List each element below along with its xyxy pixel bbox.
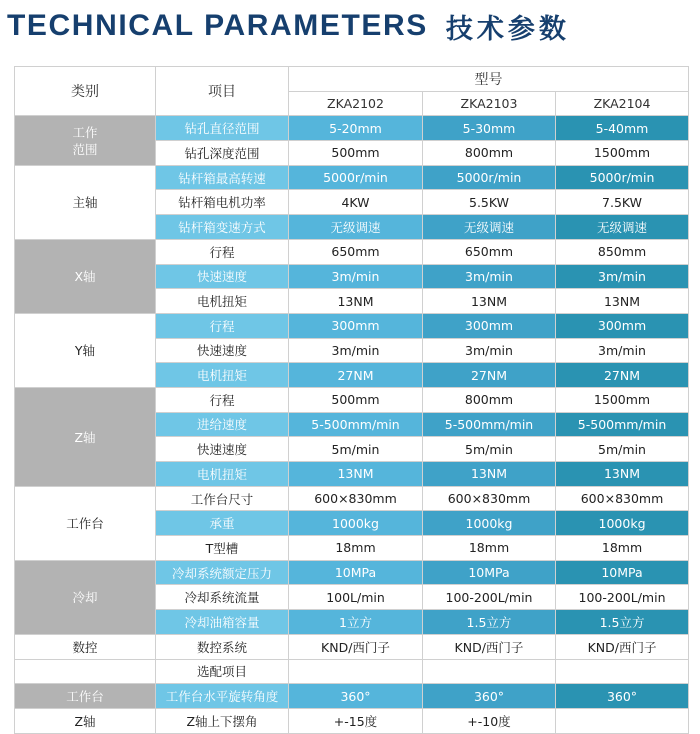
value-cell [289, 659, 423, 684]
value-cell: KND/西门子 [289, 634, 423, 659]
model-header: 型号 [289, 67, 689, 92]
item-cell: 电机扭矩 [156, 289, 289, 314]
item-cell: Z轴上下摆角 [156, 708, 289, 733]
value-cell: 13NM [423, 289, 556, 314]
value-cell: 27NM [556, 363, 689, 388]
value-cell: 3m/min [423, 338, 556, 363]
value-cell: 18mm [423, 536, 556, 561]
value-cell: 300mm [556, 313, 689, 338]
value-cell: 5.5KW [423, 190, 556, 215]
model-name: ZKA2104 [556, 91, 689, 116]
value-cell: 7.5KW [556, 190, 689, 215]
value-cell: 1000kg [423, 511, 556, 536]
value-cell: +-10度 [423, 708, 556, 733]
item-cell: 行程 [156, 313, 289, 338]
value-cell: 13NM [556, 462, 689, 487]
value-cell [556, 659, 689, 684]
value-cell: 100L/min [289, 585, 423, 610]
value-cell: 3m/min [556, 338, 689, 363]
item-cell: 冷却油箱容量 [156, 610, 289, 635]
value-cell: 5000r/min [556, 165, 689, 190]
value-cell: 10MPa [289, 560, 423, 585]
category-cell: 冷却 [15, 560, 156, 634]
value-cell: 无级调速 [423, 215, 556, 240]
value-cell: 300mm [423, 313, 556, 338]
value-cell: 650mm [423, 239, 556, 264]
item-cell: 选配项目 [156, 659, 289, 684]
title-english: TECHNICAL PARAMETERS [7, 9, 428, 42]
table-row [15, 313, 689, 338]
value-cell [556, 708, 689, 733]
value-cell: 3m/min [423, 264, 556, 289]
value-cell: 100-200L/min [556, 585, 689, 610]
value-cell: 13NM [289, 289, 423, 314]
value-cell: 5m/min [556, 437, 689, 462]
item-cell: 快速速度 [156, 338, 289, 363]
item-cell: 工作台水平旋转角度 [156, 684, 289, 709]
value-cell: 5-500mm/min [556, 412, 689, 437]
category-header: 类别 [15, 67, 156, 116]
item-cell: 快速速度 [156, 437, 289, 462]
table-row [15, 239, 689, 264]
value-cell: 5-40mm [556, 116, 689, 141]
value-cell: 600×830mm [289, 486, 423, 511]
table-row [15, 634, 689, 659]
value-cell: 5000r/min [289, 165, 423, 190]
item-cell: 钻杆箱最高转速 [156, 165, 289, 190]
model-name: ZKA2103 [423, 91, 556, 116]
value-cell: 300mm [289, 313, 423, 338]
value-cell: 13NM [423, 462, 556, 487]
item-cell: 承重 [156, 511, 289, 536]
value-cell: +-15度 [289, 708, 423, 733]
value-cell: 5m/min [289, 437, 423, 462]
page-title [7, 4, 570, 48]
value-cell: 850mm [556, 239, 689, 264]
value-cell: 3m/min [289, 264, 423, 289]
table-row [15, 560, 689, 585]
value-cell: 100-200L/min [423, 585, 556, 610]
value-cell: KND/西门子 [423, 634, 556, 659]
category-cell: Z轴 [15, 387, 156, 486]
value-cell: 10MPa [556, 560, 689, 585]
item-cell: 冷却系统额定压力 [156, 560, 289, 585]
item-cell: 数控系统 [156, 634, 289, 659]
category-cell: 数控 [15, 634, 156, 659]
category-cell: X轴 [15, 239, 156, 313]
value-cell: 1500mm [556, 387, 689, 412]
value-cell: 500mm [289, 387, 423, 412]
value-cell: 800mm [423, 141, 556, 166]
value-cell: 27NM [289, 363, 423, 388]
value-cell: 500mm [289, 141, 423, 166]
value-cell: 360° [556, 684, 689, 709]
value-cell: 13NM [556, 289, 689, 314]
item-cell: 钻孔深度范围 [156, 141, 289, 166]
item-cell: 电机扭矩 [156, 462, 289, 487]
value-cell: 18mm [289, 536, 423, 561]
value-cell: 无级调速 [556, 215, 689, 240]
value-cell: 4KW [289, 190, 423, 215]
item-cell: 钻孔直径范围 [156, 116, 289, 141]
item-cell: 进给速度 [156, 412, 289, 437]
item-cell: T型槽 [156, 536, 289, 561]
category-cell [15, 659, 156, 684]
item-cell: 钻杆箱电机功率 [156, 190, 289, 215]
value-cell: 1立方 [289, 610, 423, 635]
table-row [15, 486, 689, 511]
category-cell: 主轴 [15, 165, 156, 239]
value-cell: 5-20mm [289, 116, 423, 141]
table-row [15, 708, 689, 733]
category-cell: 工作 范围 [15, 116, 156, 165]
value-cell: 1500mm [556, 141, 689, 166]
value-cell: 5000r/min [423, 165, 556, 190]
value-cell: 5-500mm/min [423, 412, 556, 437]
value-cell: 5-30mm [423, 116, 556, 141]
value-cell: 1.5立方 [556, 610, 689, 635]
item-header: 项目 [156, 67, 289, 116]
value-cell: KND/西门子 [556, 634, 689, 659]
value-cell: 1.5立方 [423, 610, 556, 635]
category-cell: Z轴 [15, 708, 156, 733]
item-cell: 快速速度 [156, 264, 289, 289]
value-cell [423, 659, 556, 684]
value-cell: 1000kg [289, 511, 423, 536]
category-cell: Y轴 [15, 313, 156, 387]
value-cell: 360° [423, 684, 556, 709]
table-row [15, 387, 689, 412]
category-cell: 工作台 [15, 486, 156, 560]
value-cell: 13NM [289, 462, 423, 487]
header-row [15, 67, 689, 92]
item-cell: 钻杆箱变速方式 [156, 215, 289, 240]
category-cell: 工作台 [15, 684, 156, 709]
value-cell: 18mm [556, 536, 689, 561]
value-cell: 600×830mm [556, 486, 689, 511]
model-name: ZKA2102 [289, 91, 423, 116]
value-cell: 无级调速 [289, 215, 423, 240]
item-cell: 工作台尺寸 [156, 486, 289, 511]
value-cell: 10MPa [423, 560, 556, 585]
value-cell: 650mm [289, 239, 423, 264]
value-cell: 800mm [423, 387, 556, 412]
item-cell: 行程 [156, 387, 289, 412]
title-chinese: 技术参数 [445, 13, 570, 45]
value-cell: 27NM [423, 363, 556, 388]
value-cell: 5m/min [423, 437, 556, 462]
value-cell: 3m/min [289, 338, 423, 363]
item-cell: 行程 [156, 239, 289, 264]
value-cell: 1000kg [556, 511, 689, 536]
table-row [15, 165, 689, 190]
table-row [15, 684, 689, 709]
item-cell: 冷却系统流量 [156, 585, 289, 610]
value-cell: 5-500mm/min [289, 412, 423, 437]
value-cell: 3m/min [556, 264, 689, 289]
value-cell: 360° [289, 684, 423, 709]
table-row [15, 116, 689, 141]
technical-parameters-table [14, 66, 689, 734]
table-row [15, 659, 689, 684]
item-cell: 电机扭矩 [156, 363, 289, 388]
value-cell: 600×830mm [423, 486, 556, 511]
